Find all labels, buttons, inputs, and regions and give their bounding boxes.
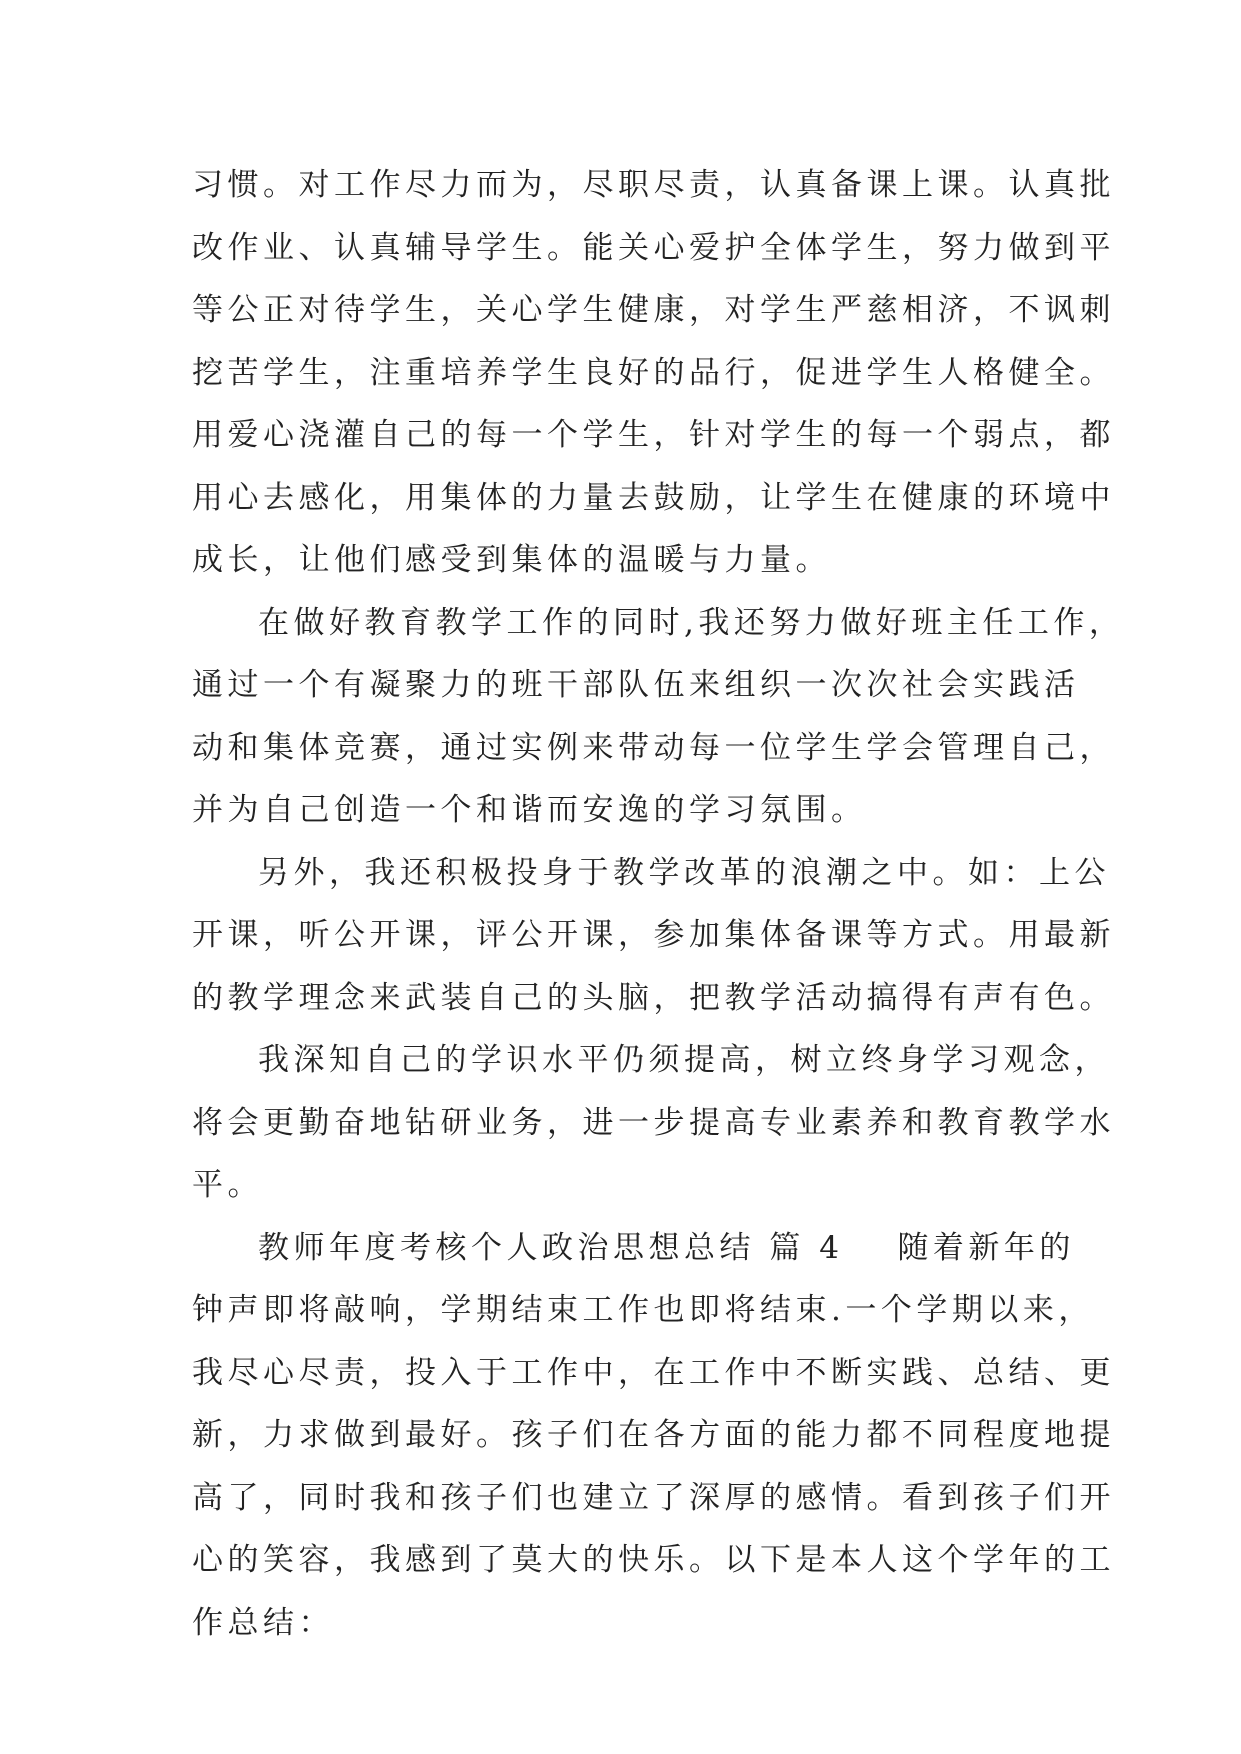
text-line: 动和集体竞赛，通过实例来带动每一位学生学会管理自己， [192,729,1115,766]
text-line: 我尽心尽责，投入于工作中，在工作中不断实践、总结、更 [192,1354,1115,1391]
paragraph-start-line: 在做好教育教学工作的同时,我还努力做好班主任工作， [258,604,1125,641]
section-intro-text: 随着新年的 [897,1229,1075,1266]
paragraph-start-line: 另外，我还积极投身于教学改革的浪潮之中。如：上公 [258,854,1110,891]
text-line: 作总结： [192,1604,334,1641]
text-line: 并为自己创造一个和谐而安逸的学习氛围。 [192,792,867,828]
text-line: 等公正对待学生，关心学生健康，对学生严慈相济，不讽刺 [192,292,1115,328]
text-line: 钟声即将敲响，学期结束工作也即将结束.一个学期以来， [192,1292,1094,1328]
section-heading-line [192,1217,1075,1280]
text-line: 高了，同时我和孩子们也建立了深厚的感情。看到孩子们开 [192,1479,1115,1516]
text-line: 用爱心浇灌自己的每一个学生，针对学生的每一个弱点，都 [192,417,1115,453]
text-line: 习惯。对工作尽力而为，尽职尽责，认真备课上课。认真批 [192,167,1115,203]
text-line: 将会更勤奋地钻研业务，进一步提高专业素养和教育教学水 [192,1104,1115,1141]
text-line: 心的笑容，我感到了莫大的快乐。以下是本人这个学年的工 [192,1542,1115,1578]
text-line: 挖苦学生，注重培养学生良好的品行，促进学生人格健全。 [192,354,1115,391]
document-body [192,154,1125,1654]
section-heading: 教师年度考核个人政治思想总结 篇 4 [258,1229,844,1266]
text-line: 平。 [192,1167,263,1203]
text-line: 成长，让他们感受到集体的温暖与力量。 [192,542,831,578]
text-line: 通过一个有凝聚力的班干部队伍来组织一次次社会实践活 [192,667,1080,703]
text-line: 用心去感化，用集体的力量去鼓励，让学生在健康的环境中 [192,479,1115,516]
text-line: 开课，听公开课，评公开课，参加集体备课等方式。用最新 [192,917,1115,953]
text-line: 新，力求做到最好。孩子们在各方面的能力都不同程度地提 [192,1417,1115,1453]
text-line: 改作业、认真辅导学生。能关心爱护全体学生，努力做到平 [192,229,1115,266]
paragraph-start-line: 我深知自己的学识水平仍须提高，树立终身学习观念， [258,1042,1110,1078]
text-line: 的教学理念来武装自己的头脑，把教学活动搞得有声有色。 [192,979,1115,1016]
